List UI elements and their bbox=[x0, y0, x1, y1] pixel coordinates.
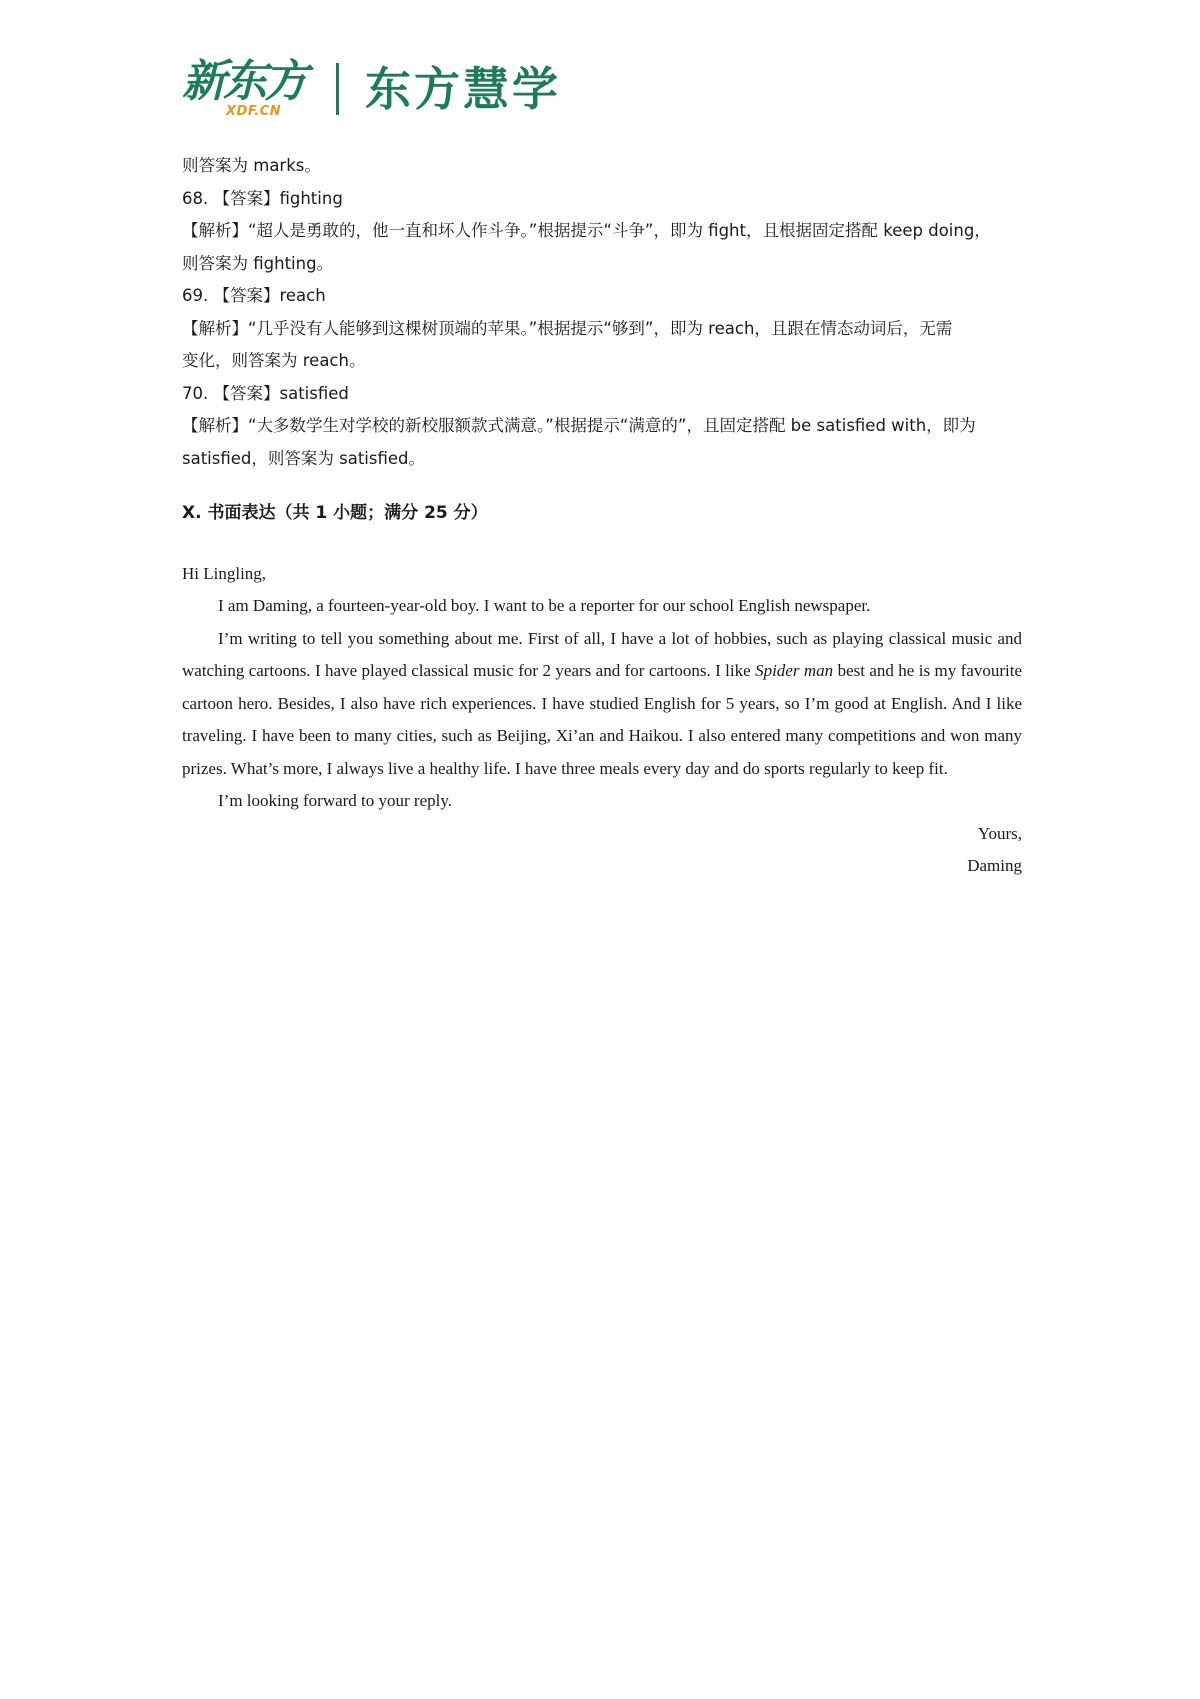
explanation-69-line-2: 变化，则答案为 reach。 bbox=[182, 351, 366, 370]
section-heading: X. 书面表达（共 1 小题；满分 25 分） bbox=[182, 503, 488, 523]
letter-paragraph-3: I’m looking forward to your reply. bbox=[218, 791, 453, 810]
answer-carry-line: 则答案为 marks。 bbox=[182, 156, 321, 175]
answer-70: 70. 【答案】satisfied bbox=[182, 383, 349, 403]
explanation-70-line-1: 【解析】“大多数学生对学校的新校服额款式满意。”根据提示“满意的”，且固定搭配 be satisfied with，即为 bbox=[182, 416, 976, 435]
letter-paragraph-1: I am Daming, a fourteen-year-old boy. I want to be a reporter for our school English newspaper. bbox=[218, 596, 871, 615]
logo-chinese-name: 新东方 bbox=[182, 56, 305, 107]
document-body bbox=[182, 150, 1022, 883]
paragraph-2-text-start: I’m writing to tell you something about me. First of all, I have a lot of hobbies, such as playing classical music and watching cartoons. I have played classical music for 2 years and for cartoons. I like bbox=[182, 628, 1022, 680]
logo-english-name: XDF.CN bbox=[226, 104, 282, 119]
paragraph-2-text-end: best and he is my favourite cartoon hero. Besides, I also have rich experiences. I have studied English for 5 years, so I’m good at English. And I like traveling. I have been to many cities, such as Beijing, Xi’an and Haikou. I also entered many competitions and won many prizes. What’s more, I always live a healthy life. I have three meals every day and do sports regularly to keep fit. bbox=[182, 661, 1022, 778]
explanation-70-line-2: satisfied，则答案为 satisfied。 bbox=[182, 448, 425, 468]
xdf-logo bbox=[182, 58, 314, 120]
letter-greeting: Hi Lingling, bbox=[182, 563, 267, 583]
explanation-68-line-2: 则答案为 fighting。 bbox=[182, 253, 334, 273]
letter-paragraph-2 bbox=[182, 623, 1022, 786]
explanation-68-line-1: 【解析】“超人是勇敢的，他一直和坏人作斗争。”根据提示“斗争”，即为 fight，且根据固定搭配 keep doing， bbox=[182, 221, 991, 240]
logo-divider bbox=[336, 63, 339, 115]
header-logo bbox=[182, 58, 561, 120]
letter-closing: Yours, bbox=[977, 823, 1022, 843]
explanation-69-line-1: 【解析】“几乎没有人能够到这棵树顶端的苹果。”根据提示“够到”，即为 reach，且跟在情态动词后，无需 bbox=[182, 318, 953, 338]
letter bbox=[182, 558, 1022, 883]
spider-man-title: Spider man bbox=[755, 661, 834, 680]
letter-signature: Daming bbox=[967, 856, 1022, 875]
answer-69: 69. 【答案】reach bbox=[182, 286, 326, 305]
brand-name: 东方慧学 bbox=[365, 62, 561, 116]
answer-68: 68. 【答案】fighting bbox=[182, 188, 343, 208]
